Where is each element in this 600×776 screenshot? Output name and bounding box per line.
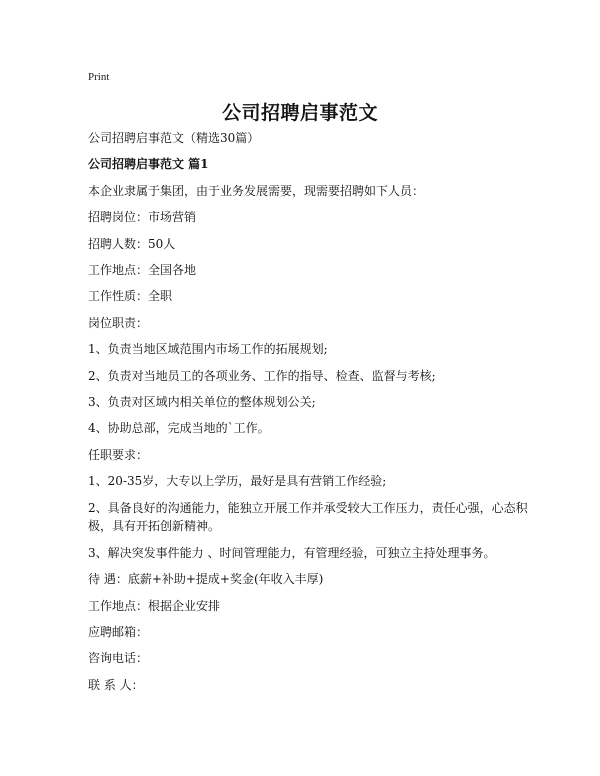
paragraph-email: 应聘邮箱： [88, 625, 149, 640]
requirement-item-1: 1、20-35岁，大专以上学历，最好是具有营销工作经验; [88, 474, 387, 489]
document-title: 公司招聘启事范文 [221, 102, 378, 124]
paragraph-position: 招聘岗位：市场营销 [88, 210, 197, 225]
section-heading: 公司招聘启事范文 篇1 [88, 157, 209, 172]
duty-item-1: 1、负责当地区域范围内市场工作的拓展规划; [88, 342, 328, 357]
document-body [88, 130, 528, 703]
paragraph-contact: 联 系 人： [88, 677, 144, 692]
paragraph-requirements-heading: 任职要求： [88, 447, 149, 462]
duty-item-2: 2、负责对当地员工的各项业务、工作的指导、检查、监督与考核; [88, 368, 436, 383]
duty-item-3: 3、负责对区域内相关单位的整体规划公关; [88, 394, 316, 409]
paragraph-headcount: 招聘人数：50人 [88, 236, 176, 251]
requirement-item-3: 3、解决突发事件能力 、时间管理能力，有管理经验，可独立主持处理事务。 [88, 545, 496, 560]
print-label[interactable]: Print [88, 71, 110, 83]
requirement-item-2: 2、具备良好的沟通能力，能独立开展工作并承受较大工作压力，责任心强，心态积极，具有开拓创新精神。 [88, 501, 528, 534]
paragraph-duties-heading: 岗位职责： [88, 315, 149, 330]
subtitle-line: 公司招聘启事范文（精选30篇） [88, 131, 260, 145]
paragraph-compensation: 待 遇：底薪+补助+提成+奖金(年收入丰厚) [88, 572, 324, 587]
duty-item-4: 4、协助总部，完成当地的`工作。 [88, 421, 270, 436]
paragraph-job-type: 工作性质：全职 [88, 289, 173, 304]
paragraph-phone: 咨询电话： [88, 651, 149, 666]
paragraph-intro: 本企业隶属于集团，由于业务发展需要，现需要招聘如下人员： [88, 183, 425, 198]
paragraph-work-location: 工作地点：根据企业安排 [88, 598, 221, 613]
paragraph-location: 工作地点：全国各地 [88, 262, 197, 277]
